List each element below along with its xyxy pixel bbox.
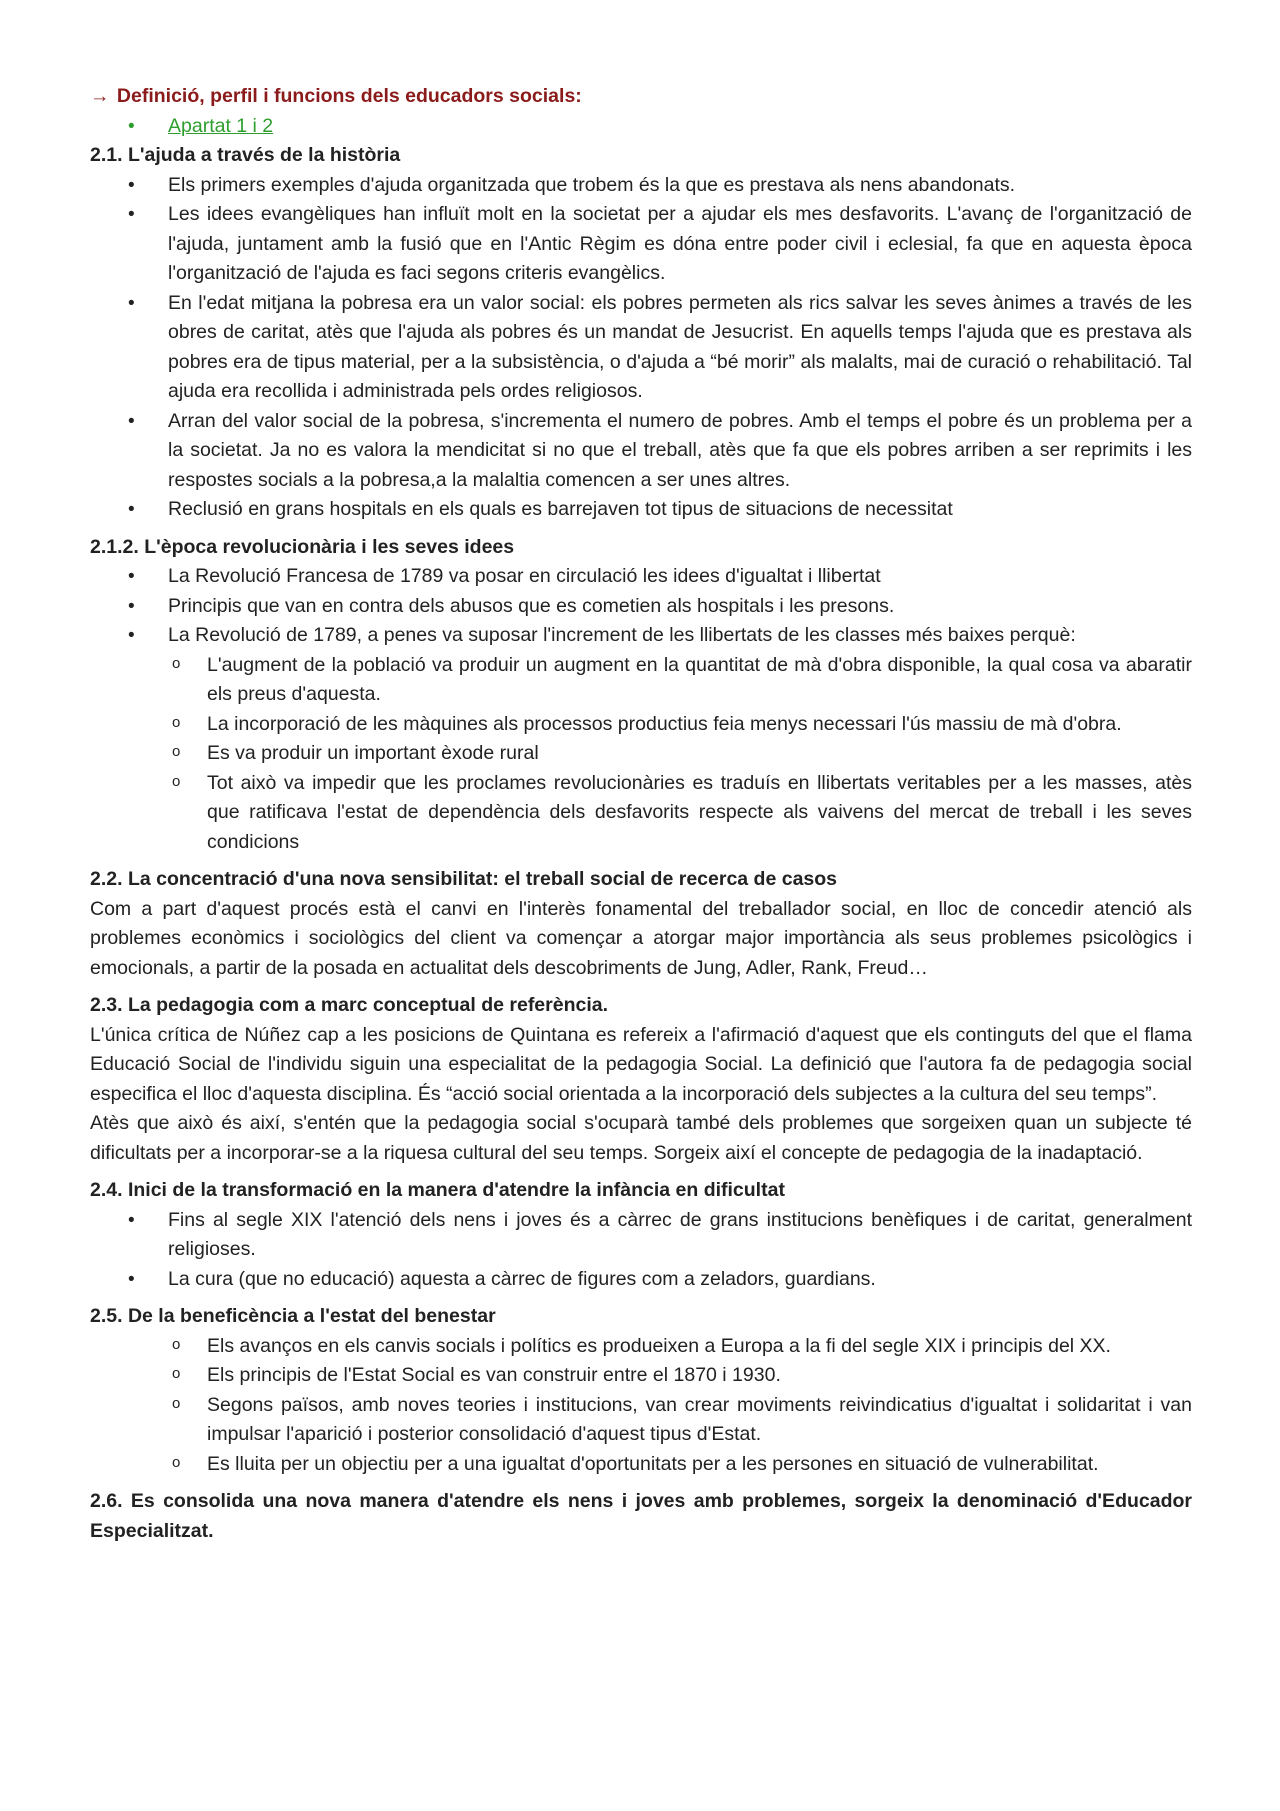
section-2-2-text: Com a part d'aquest procés està el canvi en l'interès fonamental del treballador social, en lloc de concedir atenció als problemes econòmics i sociològics del client va començar a atorgar major importància als seus problemes psicològics i emocionals, a partir de la posada en actualitat dels descobriments de Jung, Adler, Rank, Freud… <box>90 897 1192 979</box>
intro-heading-text: Definició, perfil i funcions dels educadors socials: <box>116 85 582 107</box>
list-item: • Arran del valor social de la pobresa, s'incrementa el numero de pobres. Amb el temps el pobre és un problema per a la societat. Ja no es valora la mendicitat si no que el treball, atès que fa que els pobres arriben a ser reprimits i les respostes socials a la pobresa,a la malaltia comencen a ser unes altres. <box>90 407 1192 496</box>
section-heading-2-6: 2.6. Es consolida una nova manera d'atendre els nens i joves amb problemes, sorgeix la denominació d'Educador Especialitzat. <box>90 1490 1192 1542</box>
list-item: • La Revolució Francesa de 1789 va posar en circulació les idees d'igualtat i llibertat <box>90 562 1192 592</box>
list-item: • La cura (que no educació) aquesta a càrrec de figures com a zeladors, guardians. <box>90 1265 1192 1295</box>
section-heading-2-1-2: 2.1.2. L'època revolucionària i les seves idees <box>90 535 515 558</box>
section-2-3-paragraph-1: L'única crítica de Núñez cap a les posicions de Quintana es refereix a l'afirmació d'aquest que els continguts del que el flama Educació Social de l'individu siguin una especialitat de la pedagogia Social. La definició que l'autora fa de pedagogia social especifica el lloc d'aquesta disciplina. És “acció social orientada a la incorporació dels subjectes a la cultura del seu temps”. <box>90 1023 1192 1105</box>
arrow-icon: → <box>90 85 110 107</box>
list-item: • Les idees evangèliques han influït molt en la societat per a ajudar els mes desfavorits. L'avanç de l'organització de l'ajuda, juntament amb la fusió que en l'Antic Règim es dóna entre poder civil i eclesial, fa que en aquesta època l'organització de l'ajuda es faci segons criteris evangèlics. <box>90 200 1192 289</box>
section-2-1-2-sublist <box>90 651 1192 858</box>
section-2-3-paragraph-2: Atès que això és així, s'entén que la pedagogia social s'ocuparà també dels problemes que sorgeixen quan un subjecte té dificultats per a incorporar-se a la riquesa cultural del seu temps. Sorgeix així el concepte de pedagogia de la inadaptació. <box>90 1112 1192 1164</box>
section-heading-2-2: 2.2. La concentració d'una nova sensibilitat: el treball social de recerca de casos <box>90 868 838 890</box>
list-item: • La Revolució de 1789, a penes va suposar l'increment de les llibertats de les classes més baixes perquè: <box>90 621 1192 651</box>
section-heading-2-3: 2.3. La pedagogia com a marc conceptual de referència. <box>90 994 609 1016</box>
section-2-1-2-list <box>90 562 1192 651</box>
sub-list-item: o L'augment de la població va produir un augment en la quantitat de mà d'obra disponible, la qual cosa va abaratir els preus d'aquesta. <box>90 651 1192 710</box>
section-heading-2-1: 2.1. L'ajuda a través de la història <box>90 144 401 166</box>
intro-heading <box>90 82 1192 112</box>
section-2-5-list <box>90 1332 1192 1480</box>
list-item: • En l'edat mitjana la pobresa era un valor social: els pobres permeten als rics salvar les seves ànimes a través de les obres de caritat, atès que l'ajuda als pobres és un mandat de Jesucrist. En aquells temps l'ajuda que es prestava als pobres era de tipus material, per a la subsistència, o d'ajuda a “bé morir” als malalts, mai de curació o rehabilitació. Tal ajuda era recollida i administrada pels ordes religiosos. <box>90 289 1192 407</box>
sub-list-item: o Segons països, amb noves teories i institucions, van crear moviments reivindicatius d'igualtat i solidaritat i van impulsar l'aparició i posterior consolidació d'aquest tipus d'Estat. <box>90 1391 1192 1450</box>
section-heading-2-5: 2.5. De la beneficència a l'estat del benestar <box>90 1305 496 1327</box>
list-item: • Principis que van en contra dels abusos que es cometien als hospitals i les presons. <box>90 592 1192 622</box>
sub-list-item: o La incorporació de les màquines als processos productius feia menys necessari l'ús massiu de mà d'obra. <box>90 710 1192 740</box>
sub-list-item: o Es va produir un important èxode rural <box>90 739 1192 769</box>
sub-list-item: o Els avanços en els canvis socials i polítics es produeixen a Europa a la fi del segle XIX i principis del XX. <box>90 1332 1192 1362</box>
list-item: • Fins al segle XIX l'atenció dels nens i joves és a càrrec de grans institucions benèfiques i de caritat, generalment religioses. <box>90 1206 1192 1265</box>
list-item <box>90 112 1192 142</box>
section-link[interactable]: Apartat 1 i 2 <box>168 114 274 137</box>
sub-list-item: o Es lluita per un objectiu per a una igualtat d'oportunitats per a les persones en situació de vulnerabilitat. <box>90 1450 1192 1480</box>
list-item: • Reclusió en grans hospitals en els quals es barrejaven tot tipus de situacions de necessitat <box>90 495 1192 525</box>
intro-list <box>90 112 1192 142</box>
sub-list-item: o Tot això va impedir que les proclames revolucionàries es traduís en llibertats veritables per a les masses, atès que ratificava l'estat de dependència dels desfavorits respecte als vaivens del mercat de treball i les seves condicions <box>90 769 1192 858</box>
section-heading-2-4: 2.4. Inici de la transformació en la manera d'atendre la infància en dificultat <box>90 1179 785 1201</box>
list-item: • Els primers exemples d'ajuda organitzada que trobem és la que es prestava als nens abandonats. <box>90 171 1192 201</box>
sub-list-item: o Els principis de l'Estat Social es van construir entre el 1870 i 1930. <box>90 1361 1192 1391</box>
section-2-4-list <box>90 1206 1192 1295</box>
section-2-1-list <box>90 171 1192 525</box>
